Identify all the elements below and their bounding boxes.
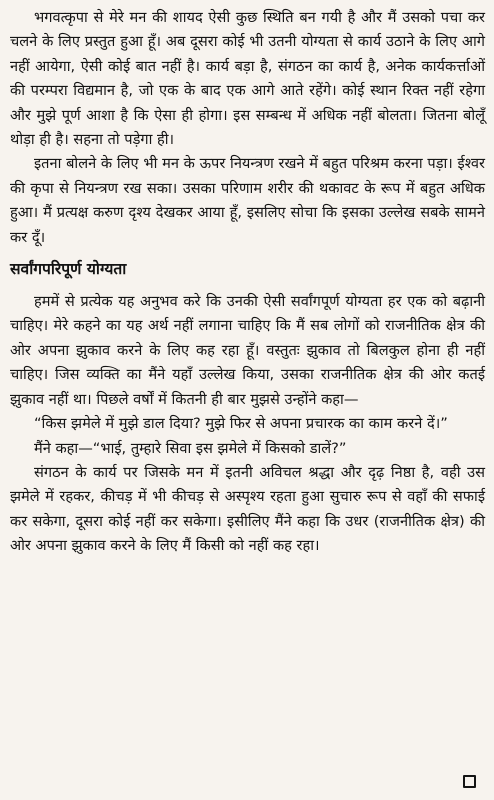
section-heading: सर्वांगपरिपूर्ण योग्यता: [10, 260, 127, 279]
paragraph-ability: हममें से प्रत्येक यह अनुभव करे कि उनकी ऐसी सर्वांगपूर्ण योग्यता हर एक को बढ़ानी चाहिए। मेरे कहने का यह अर्थ नहीं लगाना चाहिए कि मैं सब लोगों को राजनीतिक क्षेत्र की ओर अपना झुकाव करने के लिए कह रहा हूँ। वस्तुतः झुकाव तो बिलकुल होना ही नहीं चाहिए। जिस व्यक्ति का मैंने यहाँ उल्लेख किया, उसका राजनीतिक क्षेत्र की ओर कतई झुकाव नहीं था। पिछले वर्षों में कितनी ही बार मुझसे उन्होंने कहा—: [10, 293, 485, 408]
quote-reply: मैंने कहा—“भाई, तुम्हारे सिवा इस झमेले में किसको डालें?”: [34, 439, 347, 457]
paragraph-intro: भगवत्कृपा से मेरे मन की शायद ऐसी कुछ स्थिति बन गयी है और मैं उसको पचा कर चलने के लिए प्रस्तुत हुआ हूँ। अब दूसरा कोई भी उतनी योग्यता से कार्य उठाने के लिए आगे नहीं आयेगा, ऐसी कोई बात नहीं है। कार्य बड़ा है, संगठन का कार्य है, अनेक कार्यकर्त्ताओं की परम्परा विद्यमान है, जो एक के बाद एक आगे आते रहेंगे। कोई स्थान रिक्त नहीं रहेगा और मुझे पूर्ण आशा है कि ऐसा ही होगा। इस सम्बन्ध में अधिक नहीं बोलता। जितना बोलूँ थोड़ा ही है। सहना तो पड़ेगा ही।: [10, 9, 485, 149]
quote-complaint: “किस झमेले में मुझे डाल दिया? मुझे फिर से अपना प्रचारक का काम करने दें।”: [34, 415, 448, 433]
paragraph-conclusion: संगठन के कार्य पर जिसके मन में इतनी अविचल श्रद्धा और दृढ़ निष्ठा है, वही उस झमेले में रहकर, कीचड़ में भी कीचड़ से अस्पृश्य रहता हुआ सुचारु रूप से वहाँ की सफाई कर सकेगा, दूसरा कोई नहीं कर सकेगा। इसीलिए मैंने कहा कि उधर (राजनीतिक क्षेत्र) की ओर अपना झुकाव करने के लिए मैं किसी को नहीं कह रहा।: [10, 463, 485, 555]
end-of-section-square-icon: [463, 775, 476, 788]
paragraph-effort: इतना बोलने के लिए भी मन के ऊपर नियन्त्रण रखने में बहुत परिश्रम करना पड़ा। ईश्वर की कृपा से नियन्त्रण रख सका। उसका परिणाम शरीर की थकावट के रूप में बहुत अधिक हुआ। मैं प्रत्यक्ष करुण दृश्य देखकर आया हूँ, इसलिए सोचा कि इसका उल्लेख सबके सामने कर दूँ।: [10, 155, 485, 246]
